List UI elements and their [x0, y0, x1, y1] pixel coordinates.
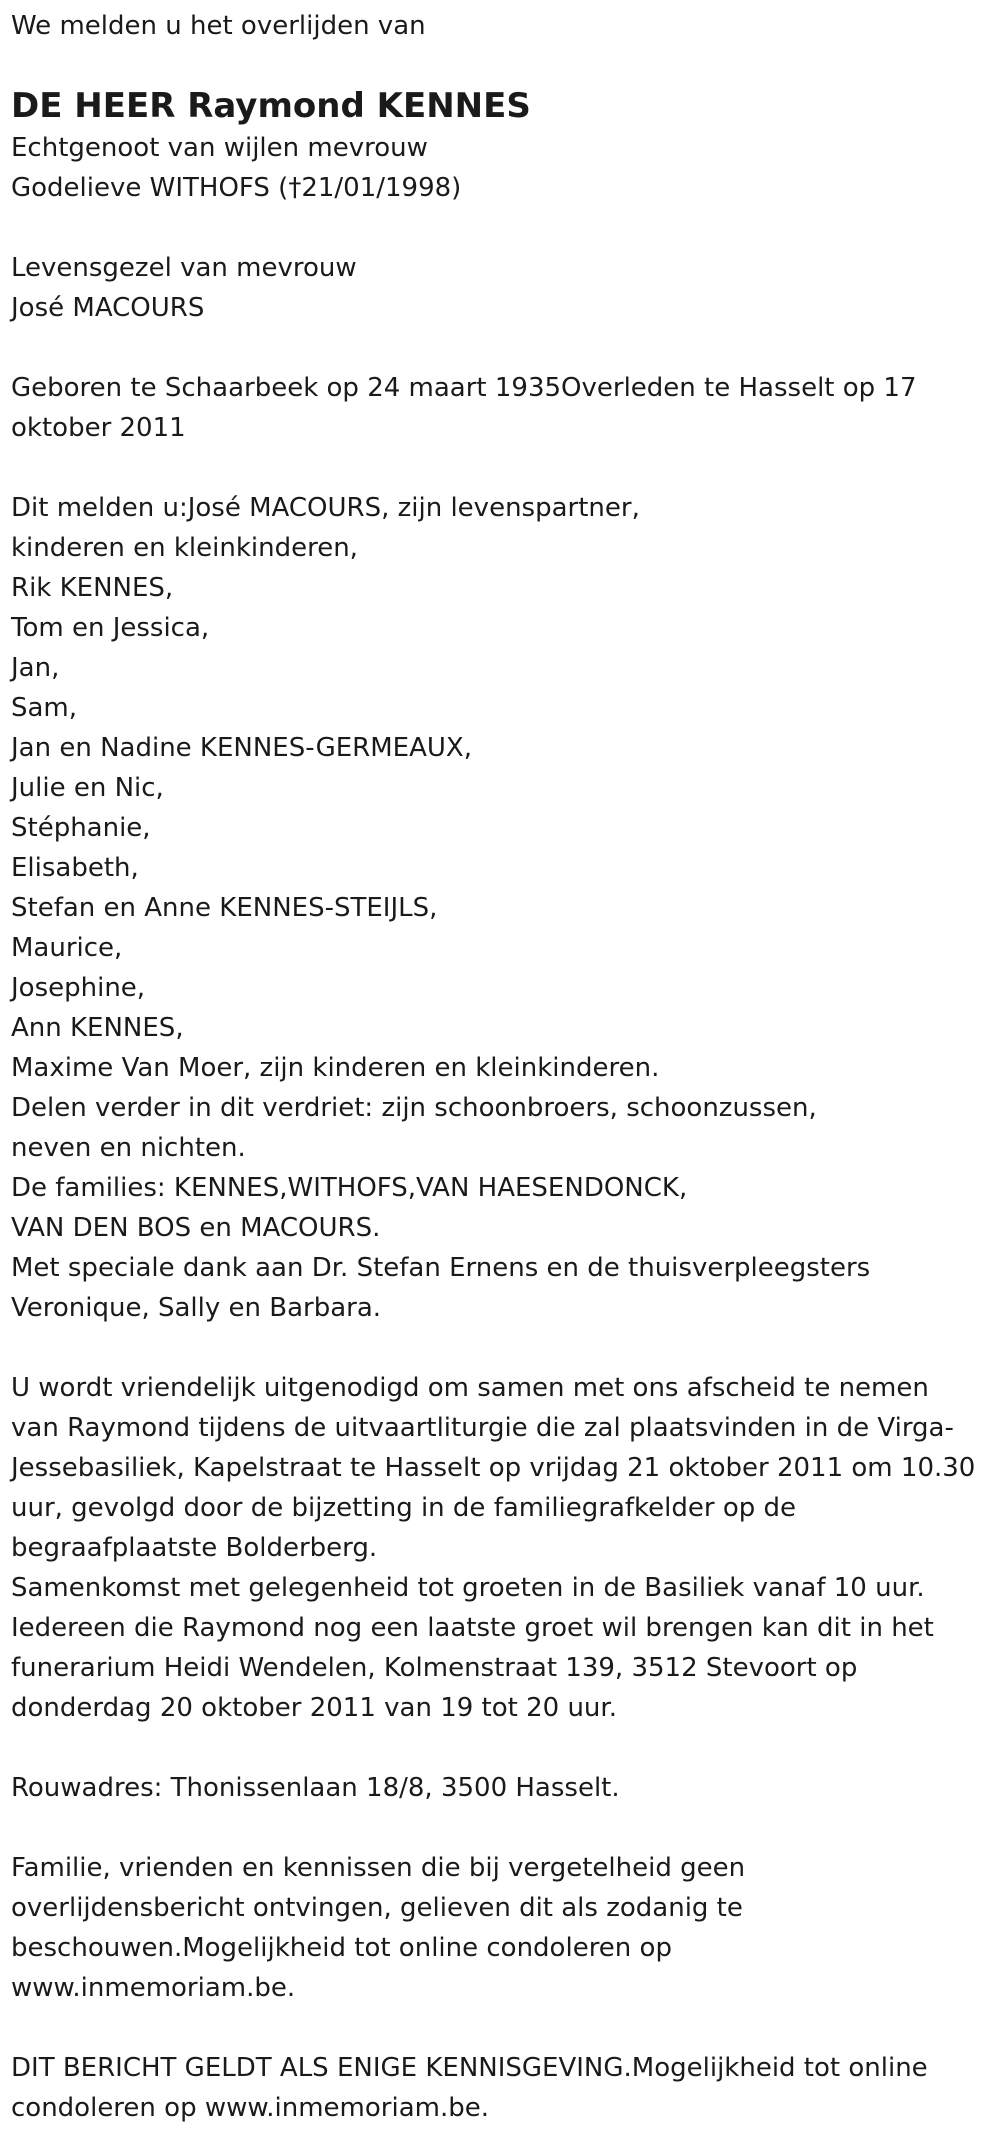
text-line: Maurice, — [11, 933, 123, 963]
text-line: Geboren te Schaarbeek op 24 maart 1935Overleden te Hasselt op 17 — [11, 373, 917, 403]
text-line: beschouwen.Mogelijkheid tot online condoleren op — [11, 1933, 672, 1963]
spouse-block — [11, 128, 1000, 208]
text-line: www.inmemoriam.be. — [11, 1973, 296, 2003]
text-line: uur, gevolgd door de bijzetting in de familiegrafkelder op de — [11, 1493, 797, 1523]
text-line: Samenkomst met gelegenheid tot groeten in de Basiliek vanaf 10 uur. — [11, 1573, 925, 1603]
text-line: Jan, — [11, 653, 60, 683]
text-line: Echtgenoot van wijlen mevrouw — [11, 133, 428, 163]
deceased-name: DE HEER Raymond KENNES — [11, 86, 531, 126]
text-line: begraafplaatste Bolderberg. — [11, 1533, 378, 1563]
text-line: kinderen en kleinkinderen, — [11, 533, 358, 563]
text-line: Levensgezel van mevrouw — [11, 253, 357, 283]
text-line: Jessebasiliek, Kapelstraat te Hasselt op vrijdag 21 oktober 2011 om 10.30 — [11, 1453, 976, 1483]
text-line: Rouwadres: Thonissenlaan 18/8, 3500 Hasselt. — [11, 1773, 620, 1803]
text-line: Familie, vrienden en kennissen die bij vergetelheid geen — [11, 1853, 746, 1883]
text-line: overlijdensbericht ontvingen, gelieven dit als zodanig te — [11, 1893, 743, 1923]
text-line: Godelieve WITHOFS (†21/01/1998) — [11, 173, 462, 203]
text-line: DIT BERICHT GELDT ALS ENIGE KENNISGEVING.Mogelijkheid tot online — [11, 2053, 928, 2083]
text-line: VAN DEN BOS en MACOURS. — [11, 1213, 381, 1243]
text-line: José MACOURS — [11, 293, 205, 323]
text-line: Stéphanie, — [11, 813, 151, 843]
text-line: condoleren op www.inmemoriam.be. — [11, 2093, 489, 2123]
text-line: neven en nichten. — [11, 1133, 246, 1163]
funeral-block — [11, 1368, 1000, 1728]
text-line: Ann KENNES, — [11, 1013, 184, 1043]
text-line: Rik KENNES, — [11, 573, 174, 603]
birth-death-block — [11, 368, 1000, 448]
text-line: De families: KENNES,WITHOFS,VAN HAESENDONCK, — [11, 1173, 688, 1203]
text-line: Tom en Jessica, — [11, 613, 210, 643]
text-line: oktober 2011 — [11, 413, 186, 443]
text-line: Elisabeth, — [11, 853, 139, 883]
text-line: Met speciale dank aan Dr. Stefan Ernens en de thuisverpleegsters — [11, 1253, 871, 1283]
notice-block — [11, 1848, 1000, 2008]
closing-block — [11, 2048, 1000, 2128]
text-line: Maxime Van Moer, zijn kinderen en kleinkinderen. — [11, 1053, 660, 1083]
text-line: Stefan en Anne KENNES-STEIJLS, — [11, 893, 438, 923]
text-line: funerarium Heidi Wendelen, Kolmenstraat 139, 3512 Stevoort op — [11, 1653, 858, 1683]
text-line: Josephine, — [11, 973, 146, 1003]
text-line: Iedereen die Raymond nog een laatste groet wil brengen kan dit in het — [11, 1613, 934, 1643]
notice-body — [11, 128, 1000, 2128]
text-line: van Raymond tijdens de uitvaartliturgie die zal plaatsvinden in de Virga- — [11, 1413, 954, 1443]
partner-block — [11, 248, 1000, 328]
address-block — [11, 1768, 1000, 1808]
text-line: Julie en Nic, — [11, 773, 164, 803]
text-line: Jan en Nadine KENNES-GERMEAUX, — [11, 733, 472, 763]
text-line: donderdag 20 oktober 2011 van 19 tot 20 uur. — [11, 1693, 617, 1723]
intro-text: We melden u het overlijden van — [11, 11, 426, 41]
text-line: Sam, — [11, 693, 78, 723]
text-line: Dit melden u:José MACOURS, zijn levenspartner, — [11, 493, 640, 523]
family-block — [11, 488, 1000, 1328]
text-line: Delen verder in dit verdriet: zijn schoonbroers, schoonzussen, — [11, 1093, 817, 1123]
text-line: U wordt vriendelijk uitgenodigd om samen met ons afscheid te nemen — [11, 1373, 929, 1403]
text-line: Veronique, Sally en Barbara. — [11, 1293, 382, 1323]
